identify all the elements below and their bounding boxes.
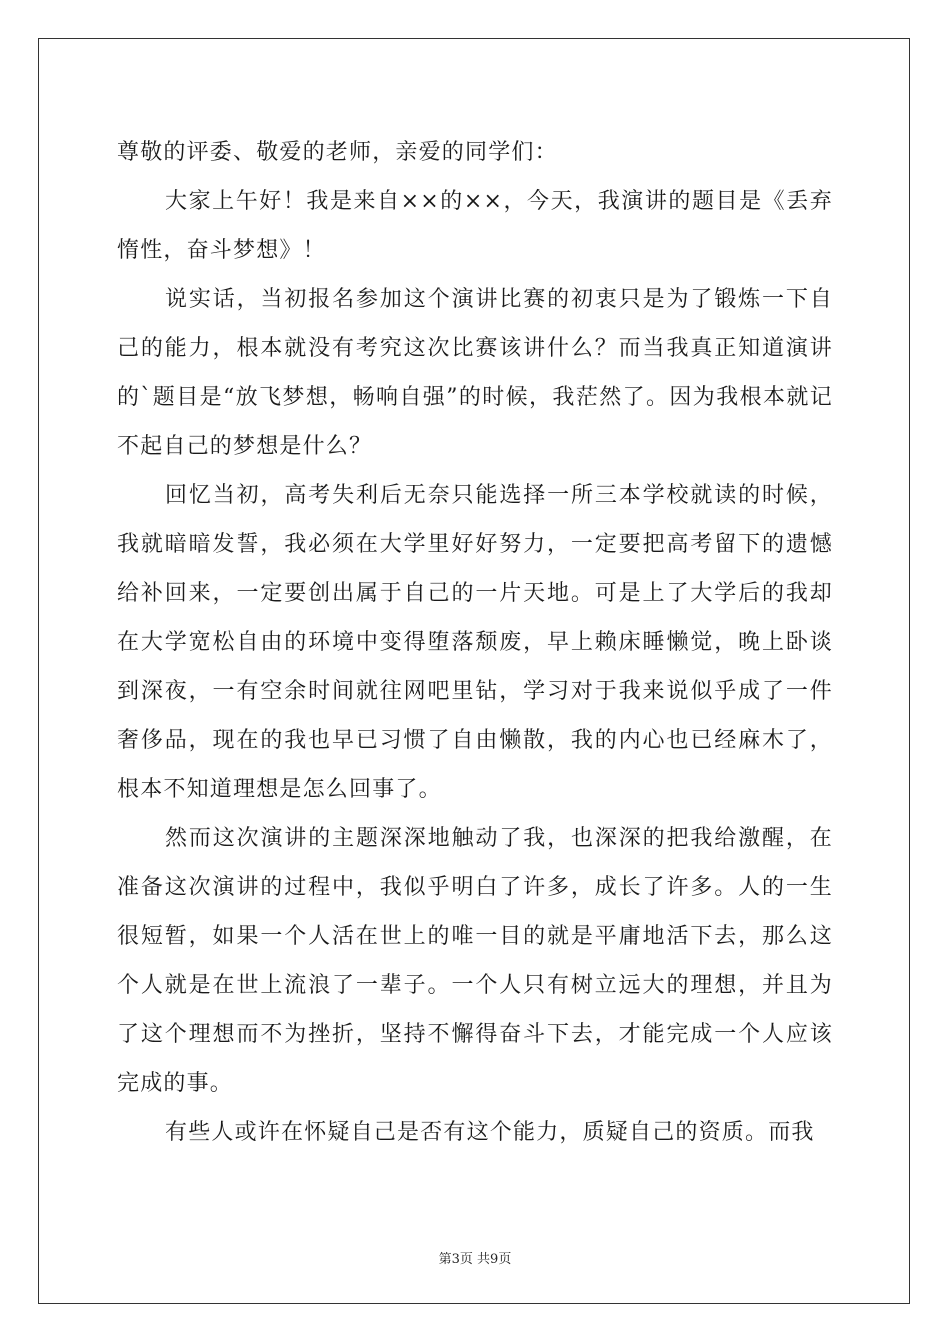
- salutation: 尊敬的评委、敬爱的老师，亲爱的同学们：: [117, 140, 558, 165]
- paragraph-4: 然而这次演讲的主题深深地触动了我，也深深的把我给激醒，在准备这次演讲的过程中，我似乎明白了许多，成长了许多。人的一生很短暂，如果一个人活在世上的唯一目的就是平庸地活下去，那么这个人就是在世上流浪了一辈子。一个人只有树立远大的理想，并且为了这个理想而不为挫折，坚持不懈得奋斗下去，才能完成一个人应该完成的事。: [117, 826, 833, 1096]
- paragraph-1: 大家上午好！我是来自××的××，今天，我演讲的题目是《丢弃惰性，奋斗梦想》！: [117, 189, 833, 263]
- document-body: [117, 128, 833, 1157]
- paragraph-5: 有些人或许在怀疑自己是否有这个能力，质疑自己的资质。而我: [165, 1120, 815, 1145]
- paragraph-3: 回忆当初，高考失利后无奈只能选择一所三本学校就读的时候，我就暗暗发誓，我必须在大学里好好努力，一定要把高考留下的遗憾给补回来，一定要创出属于自己的一片天地。可是上了大学后的我却在大学宽松自由的环境中变得堕落颓废，早上赖床睡懒觉，晚上卧谈到深夜，一有空余时间就往网吧里钻，学习对于我来说似乎成了一件奢侈品，现在的我也早已习惯了自由懒散，我的内心也已经麻木了，根本不知道理想是怎么回事了。: [117, 483, 833, 802]
- paragraph-2: 说实话，当初报名参加这个演讲比赛的初衷只是为了锻炼一下自己的能力，根本就没有考究这次比赛该讲什么？而当我真正知道演讲的`题目是“放飞梦想，畅响自强”的时候，我茫然了。因为我根本就记不起自己的梦想是什么？: [117, 287, 833, 459]
- page-number-footer: 第3页 共9页: [438, 1252, 512, 1267]
